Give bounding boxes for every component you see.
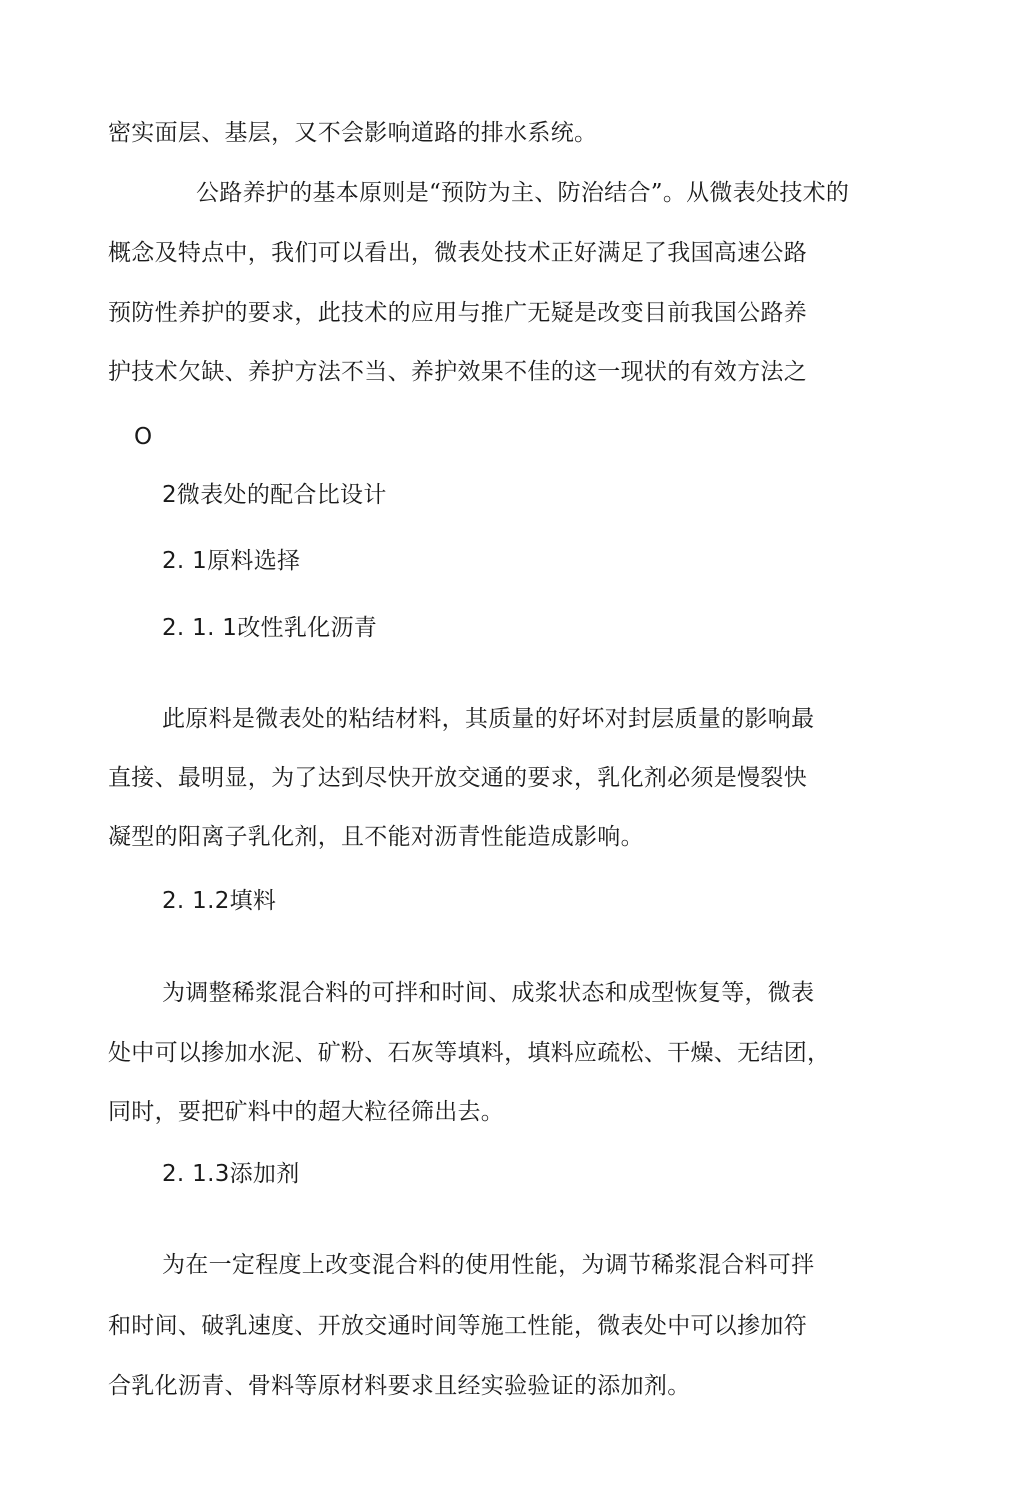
paragraph-line: 此原料是微表处的粘结材料，其质量的好坏对封层质量的影响最 (162, 706, 815, 732)
paragraph-line: 和时间、破乳速度、开放交通时间等施工性能，微表处中可以掺加符 (108, 1313, 807, 1339)
subsubsection-heading: 2. 1. 1改性乳化沥青 (162, 615, 378, 641)
paragraph-line: 概念及特点中，我们可以看出，微表处技术正好满足了我国高速公路 (108, 240, 807, 266)
paragraph-line: 公路养护的基本原则是“预防为主、防治结合”。从微表处技术的 (196, 180, 850, 206)
paragraph-line: 护技术欠缺、养护方法不当、养护效果不佳的这一现状的有效方法之 (108, 359, 807, 385)
paragraph-line: O (134, 424, 153, 450)
paragraph-line: 预防性养护的要求，此技术的应用与推广无疑是改变目前我国公路养 (108, 300, 807, 326)
paragraph-line: 处中可以掺加水泥、矿粉、石灰等填料，填料应疏松、干燥、无结团， (108, 1040, 831, 1066)
paragraph-line: 凝型的阳离子乳化剂，且不能对沥青性能造成影响。 (108, 824, 644, 850)
paragraph-line: 密实面层、基层，又不会影响道路的排水系统。 (108, 120, 598, 146)
paragraph-line: 同时，要把矿料中的超大粒径筛出去。 (108, 1099, 505, 1125)
subsection-heading: 2. 1原料选择 (162, 548, 301, 574)
paragraph-line: 为在一定程度上改变混合料的使用性能，为调节稀浆混合料可拌 (162, 1252, 815, 1278)
subsubsection-heading: 2. 1.3添加剂 (162, 1161, 300, 1187)
paragraph-line: 为调整稀浆混合料的可拌和时间、成浆状态和成型恢复等，微表 (162, 980, 815, 1006)
section-heading: 2微表处的配合比设计 (162, 482, 387, 508)
subsubsection-heading: 2. 1.2填料 (162, 888, 277, 914)
paragraph-line: 合乳化沥青、骨料等原材料要求且经实验验证的添加剂。 (108, 1373, 691, 1399)
paragraph-line: 直接、最明显，为了达到尽快开放交通的要求，乳化剂必须是慢裂快 (108, 765, 807, 791)
